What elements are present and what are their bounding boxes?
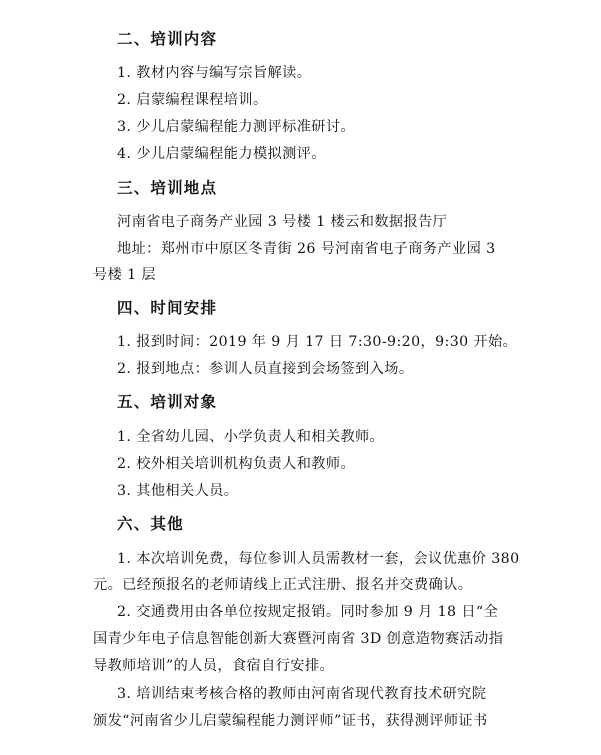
other-item-2-cont-a: 国青少年电子信息智能创新大赛暨河南省 3D 创意造物赛活动指: [93, 631, 504, 647]
other-item-3-cont: 颁发“河南省少儿启蒙编程能力测评师”证书，获得测评师证书: [93, 713, 488, 729]
section-heading-schedule: 四、时间安排: [117, 299, 218, 317]
location-address-cont: 号楼 1 层: [93, 267, 157, 283]
location-venue: 河南省电子商务产业园 3 号楼 1 楼云和数据报告厅: [117, 214, 448, 230]
schedule-place: 2. 报到地点：参训人员直接到会场签到入场。: [117, 361, 414, 377]
schedule-time: 1. 报到时间：2019 年 9 月 17 日 7:30-9:20，9:30 开始。: [117, 334, 518, 350]
location-address: 地址：郑州市中原区冬青街 26 号河南省电子商务产业园 3: [117, 241, 496, 257]
content-item-4: 4. 少儿启蒙编程能力模拟测评。: [117, 146, 326, 162]
other-item-2-cont-b: 导教师培训”的人员，食宿自行安排。: [93, 658, 335, 674]
content-item-2: 2. 启蒙编程课程培训。: [117, 92, 268, 108]
other-item-1: 1. 本次培训免费，每位参训人员需教材一套，会议优惠价 380: [117, 551, 520, 567]
audience-item-3: 3. 其他相关人员。: [117, 483, 239, 499]
other-item-2: 2. 交通费用由各单位按规定报销。同时参加 9 月 18 日“全: [117, 604, 499, 620]
other-item-3: 3. 培训结束考核合格的教师由河南省现代教育技术研究院: [117, 686, 487, 702]
section-heading-other: 六、其他: [117, 515, 184, 533]
section-heading-audience: 五、培训对象: [117, 393, 218, 411]
content-item-3: 3. 少儿启蒙编程能力测评标准研讨。: [117, 119, 356, 135]
content-item-1: 1. 教材内容与编写宗旨解读。: [117, 65, 312, 81]
section-heading-location: 三、培训地点: [117, 179, 218, 197]
audience-item-2: 2. 校外相关培训机构负责人和教师。: [117, 456, 356, 472]
other-item-1-cont: 元。已经预报名的老师请线上正式注册、报名并交费确认。: [93, 577, 473, 593]
section-heading-content: 二、培训内容: [117, 30, 218, 48]
audience-item-1: 1. 全省幼儿园、小学负责人和相关教师。: [117, 429, 385, 445]
